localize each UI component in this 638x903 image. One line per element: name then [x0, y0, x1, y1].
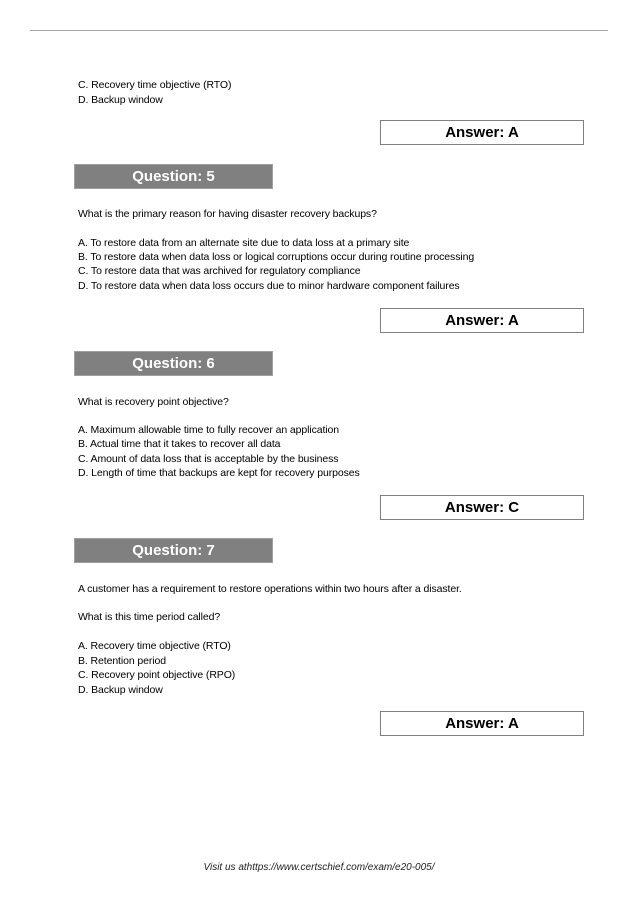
question-prompt: What is recovery point objective?: [78, 396, 229, 408]
answer-box: Answer: C: [380, 495, 584, 520]
option-c: C. Amount of data loss that is acceptable by the business: [78, 453, 339, 465]
question-prompt: A customer has a requirement to restore operations within two hours after a disaster.: [78, 583, 462, 595]
option-d: D. Backup window: [78, 94, 163, 106]
option-d: D. Backup window: [78, 684, 163, 696]
option-b: B. To restore data when data loss or logical corruptions occur during routine processing: [78, 251, 475, 263]
option-b: B. Actual time that it takes to recover all data: [78, 438, 281, 450]
answer-box: Answer: A: [380, 711, 584, 736]
footer-link[interactable]: Visit us athttps://www.certschief.com/exam/e20-005/: [203, 862, 435, 873]
question-header: Question: 7: [74, 538, 273, 563]
option-a: A. Recovery time objective (RTO): [78, 640, 231, 652]
question-header: Question: 5: [74, 164, 273, 189]
option-d: D. To restore data when data loss occurs due to minor hardware component failures: [78, 280, 460, 292]
question-header: Question: 6: [74, 351, 273, 376]
option-d: D. Length of time that backups are kept for recovery purposes: [78, 467, 360, 479]
option-c: C. Recovery time objective (RTO): [78, 79, 232, 91]
option-c: C. To restore data that was archived for regulatory compliance: [78, 265, 361, 277]
header-rule: [30, 30, 608, 31]
option-a: A. Maximum allowable time to fully recover an application: [78, 424, 339, 436]
option-c: C. Recovery point objective (RPO): [78, 669, 236, 681]
question-prompt: What is the primary reason for having disaster recovery backups?: [78, 208, 377, 220]
option-a: A. To restore data from an alternate site due to data loss at a primary site: [78, 237, 410, 249]
answer-box: Answer: A: [380, 120, 584, 145]
option-b: B. Retention period: [78, 655, 166, 667]
question-prompt-followup: What is this time period called?: [78, 611, 221, 623]
answer-box: Answer: A: [380, 308, 584, 333]
